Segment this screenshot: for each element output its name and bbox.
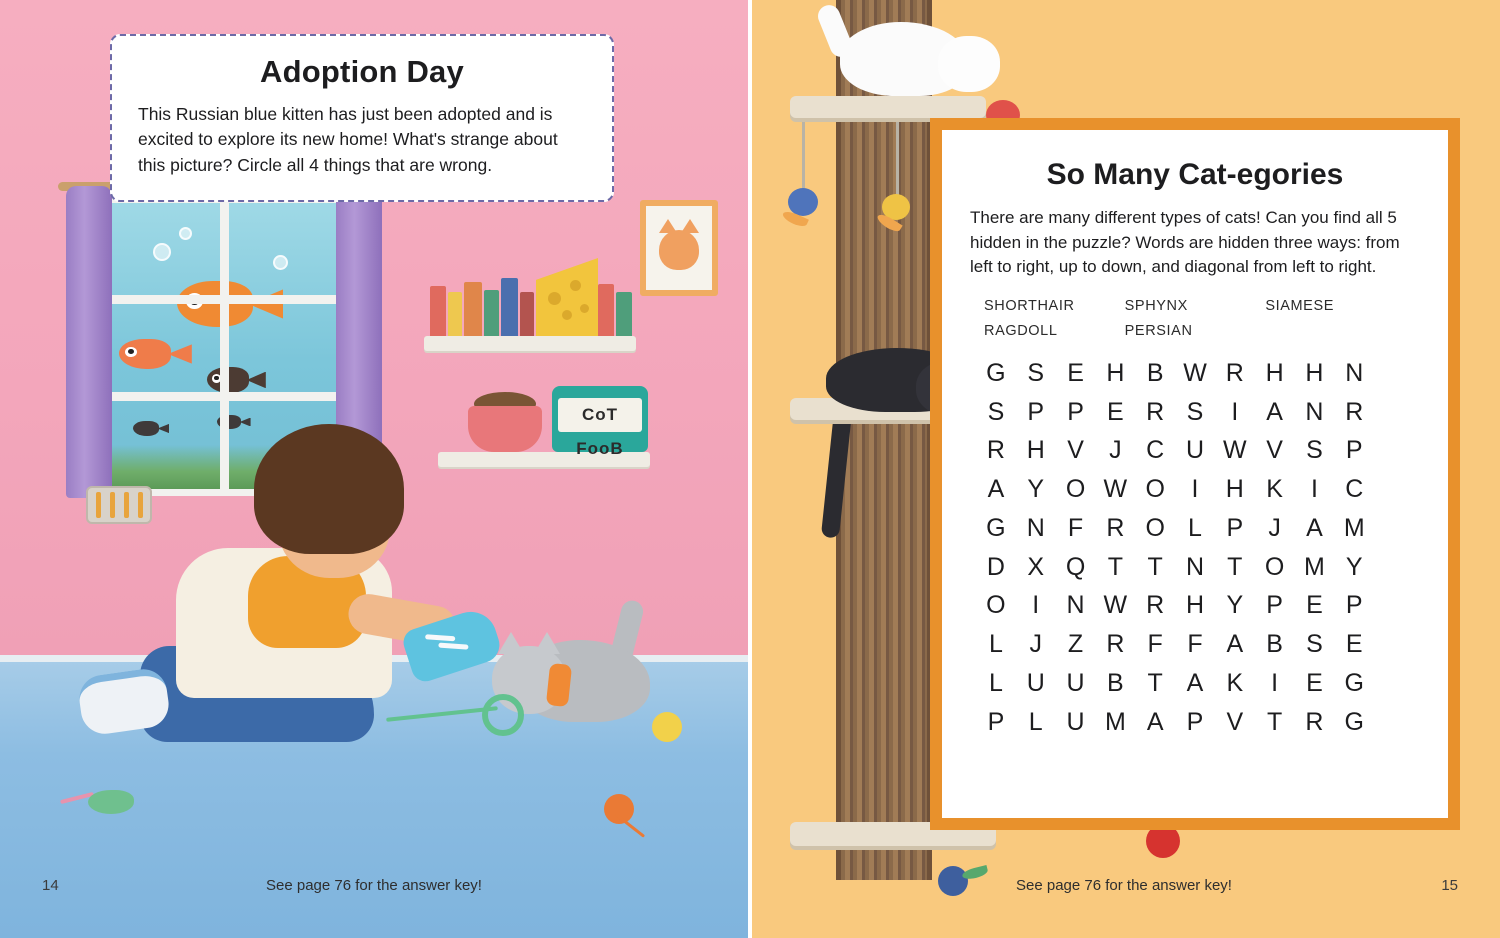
grid-letter: R <box>1146 397 1165 426</box>
grid-letter: A <box>1226 630 1244 659</box>
grid-letter: S <box>1027 358 1045 387</box>
word-list-spacer <box>1265 323 1406 339</box>
grid-spacer <box>1374 591 1414 620</box>
right-page <box>748 0 1500 938</box>
grid-letter: P <box>1186 707 1204 736</box>
grid-letter: H <box>1026 436 1045 465</box>
grid-letter: C <box>1146 436 1165 465</box>
grid-letter: U <box>1066 707 1085 736</box>
book <box>598 284 614 336</box>
grid-letter: P <box>1226 513 1244 542</box>
page-gutter <box>748 0 752 938</box>
grid-letter: G <box>1344 668 1364 697</box>
grid-letter: V <box>1266 436 1283 465</box>
grid-letter: S <box>987 397 1005 426</box>
page-number-left: 14 <box>42 877 59 894</box>
word-list-item: SIAMESE <box>1265 297 1334 314</box>
word-list-item: PERSIAN <box>1124 322 1193 339</box>
instruction-text: This Russian blue kitten has just been adopted and is excited to explore its new home! What's strange about this picture? Circle all 4 things that are wrong. <box>138 104 558 175</box>
word-list-item: SHORTHAIR <box>984 297 1075 314</box>
grid-letter: H <box>1265 358 1284 387</box>
radiator-stripe <box>124 492 129 518</box>
word-list <box>984 298 1406 339</box>
book <box>501 278 518 336</box>
grid-letter: M <box>1343 513 1365 542</box>
grid-letter: N <box>1305 397 1324 426</box>
grid-letter: N <box>1345 358 1364 387</box>
grid-letter: E <box>1067 358 1084 387</box>
grid-letter: T <box>1147 668 1163 697</box>
shelf-top <box>424 336 636 351</box>
yellow-ball <box>652 712 682 742</box>
goldfish-small <box>119 339 171 369</box>
radiator-stripe <box>110 492 115 518</box>
grid-letter: E <box>1306 591 1323 620</box>
white-cat-head <box>938 36 1000 92</box>
grid-letter: G <box>1344 707 1364 736</box>
grid-letter: L <box>1188 513 1202 542</box>
kitten-collar <box>546 663 572 707</box>
grid-letter: Y <box>1027 475 1045 504</box>
fish-eye <box>125 347 136 357</box>
grid-letter: V <box>1226 707 1244 736</box>
grid-letter: R <box>1305 707 1324 736</box>
sneaker-stripe <box>425 634 455 641</box>
grid-letter: O <box>1065 475 1086 504</box>
page-title: Adoption Day <box>260 54 464 89</box>
tiny-fish-1 <box>133 421 159 436</box>
grid-letter: H <box>1106 358 1125 387</box>
word-list-item: SPHYNX <box>1124 297 1188 314</box>
answer-key-note-right: See page 76 for the answer key! <box>1016 877 1232 894</box>
bubble <box>153 243 171 261</box>
grid-letter: V <box>1067 436 1084 465</box>
grid-letter: U <box>1066 668 1085 697</box>
grid-letter: H <box>1225 475 1244 504</box>
grid-letter: R <box>1225 358 1244 387</box>
letter-grid <box>976 359 1414 737</box>
grid-letter: D <box>986 552 1005 581</box>
green-toy-ring <box>482 694 524 736</box>
page-number-right: 15 <box>1441 877 1458 894</box>
grid-letter: M <box>1104 707 1126 736</box>
cat-food-jar-label: CoT FooB <box>558 398 642 432</box>
grid-letter: T <box>1227 552 1243 581</box>
food-bowl <box>468 406 542 452</box>
kitten-ear <box>534 632 560 654</box>
grid-letter: I <box>1231 397 1239 426</box>
grid-letter: W <box>1103 591 1128 620</box>
grid-letter: A <box>1146 707 1164 736</box>
grid-letter: I <box>1191 475 1199 504</box>
grid-letter: W <box>1183 358 1207 387</box>
grid-spacer <box>1374 359 1414 388</box>
grid-letter: Q <box>1065 552 1086 581</box>
grid-letter: M <box>1304 552 1325 581</box>
grid-letter: E <box>1345 630 1363 659</box>
grid-letter: R <box>1106 513 1125 542</box>
goldfish-large <box>177 281 253 327</box>
grid-letter: I <box>1032 591 1040 620</box>
grid-letter: I <box>1271 668 1279 697</box>
grid-letter: A <box>1306 513 1323 542</box>
grid-letter: P <box>1266 591 1283 620</box>
puzzle-instructions: There are many different types of cats! Can you find all 5 hidden in the puzzle? Words are hidden three ways: from left to right, up to down, and diagonal from left to right. <box>970 208 1400 277</box>
grid-letter: X <box>1027 552 1045 581</box>
grid-letter: P <box>1027 397 1045 426</box>
cat-food-jar <box>552 386 648 458</box>
left-page <box>0 0 748 938</box>
grid-letter: A <box>1266 397 1283 426</box>
grid-letter: U <box>1026 668 1045 697</box>
grid-letter: P <box>1345 591 1363 620</box>
grid-letter: B <box>1146 358 1164 387</box>
cat-picture-frame <box>640 200 718 296</box>
grid-letter: H <box>1305 358 1324 387</box>
boy-hair <box>254 424 404 554</box>
grid-letter: E <box>1107 397 1124 426</box>
grid-letter: G <box>986 513 1006 542</box>
grid-letter: W <box>1103 475 1128 504</box>
grid-letter: R <box>1146 591 1165 620</box>
grid-letter: N <box>1026 513 1045 542</box>
grid-letter: H <box>1185 591 1205 620</box>
grid-letter: S <box>1306 436 1323 465</box>
grid-spacer <box>1374 514 1414 543</box>
radiator-stripe <box>96 492 101 518</box>
instruction-callout <box>110 34 614 202</box>
grid-letter: O <box>1145 475 1165 504</box>
grid-spacer <box>1374 669 1414 698</box>
grid-letter: A <box>1186 668 1204 697</box>
window-mullion-vertical <box>220 203 229 489</box>
framed-cat-icon <box>659 230 699 270</box>
grid-letter: N <box>1185 552 1205 581</box>
grid-letter: B <box>1266 630 1283 659</box>
grid-letter: J <box>1029 630 1042 659</box>
grid-letter: L <box>1028 707 1043 736</box>
puzzle-title: So Many Cat-egories <box>1046 158 1344 191</box>
grid-letter: J <box>1109 436 1122 465</box>
grid-spacer <box>1374 630 1414 659</box>
grid-letter: U <box>1185 436 1205 465</box>
grid-letter: Y <box>1345 552 1363 581</box>
grid-letter: Z <box>1067 630 1084 659</box>
book <box>430 286 446 336</box>
grid-letter: K <box>1266 475 1283 504</box>
window-mullion-horizontal <box>95 392 353 401</box>
grid-letter: A <box>987 475 1005 504</box>
cheese-hole <box>562 310 572 320</box>
grid-spacer <box>1374 475 1414 504</box>
grid-letter: S <box>1306 630 1323 659</box>
grid-letter: N <box>1066 591 1085 620</box>
grid-letter: R <box>1345 397 1364 426</box>
mouse-toy <box>88 790 134 814</box>
toy-hanging-string <box>802 118 805 190</box>
grid-letter: B <box>1107 668 1124 697</box>
grid-spacer <box>1374 436 1414 465</box>
cheese-hole <box>580 304 589 313</box>
grid-letter: O <box>1264 552 1285 581</box>
book <box>464 282 482 336</box>
cheese-hole <box>570 280 581 291</box>
bubble <box>273 255 288 270</box>
book <box>484 290 499 336</box>
grid-letter: L <box>988 630 1003 659</box>
post-shelf-top <box>790 96 986 118</box>
bubble <box>179 227 192 240</box>
scratching-post <box>836 0 932 880</box>
grid-letter: P <box>987 707 1005 736</box>
grid-letter: T <box>1266 707 1283 736</box>
grid-letter: F <box>1187 630 1203 659</box>
grid-letter: G <box>986 358 1006 387</box>
grid-letter: E <box>1306 668 1323 697</box>
window-mullion-horizontal <box>95 295 353 304</box>
grid-letter: W <box>1223 436 1247 465</box>
grid-letter: S <box>1186 397 1204 426</box>
grid-letter: R <box>1106 630 1125 659</box>
grid-letter: C <box>1345 475 1364 504</box>
book <box>520 292 534 336</box>
book <box>448 292 462 336</box>
word-list-item: RAGDOLL <box>984 322 1058 339</box>
grid-spacer <box>1374 708 1414 737</box>
grid-letter: T <box>1147 552 1163 581</box>
grid-letter: I <box>1310 475 1318 504</box>
radiator <box>86 486 152 524</box>
book <box>616 292 632 336</box>
radiator-stripe <box>138 492 143 518</box>
grid-letter: T <box>1107 552 1123 581</box>
answer-key-note-left: See page 76 for the answer key! <box>266 877 482 894</box>
cheese-hole <box>548 292 561 305</box>
grid-letter: P <box>1067 397 1084 426</box>
curtain-left <box>66 186 112 498</box>
grid-letter: F <box>1067 513 1084 542</box>
grid-letter: O <box>1145 513 1165 542</box>
grid-letter: K <box>1226 668 1244 697</box>
kitten-ear <box>498 632 524 654</box>
grid-letter: J <box>1268 513 1281 542</box>
grid-letter: P <box>1345 436 1363 465</box>
sneaker-stripe <box>438 643 468 650</box>
grid-letter: L <box>988 668 1003 697</box>
toy-hanging-string <box>896 118 899 196</box>
grid-letter: O <box>986 591 1006 620</box>
grid-letter: R <box>986 436 1005 465</box>
word-search-card <box>930 118 1460 830</box>
grid-spacer <box>1374 398 1414 427</box>
grid-letter: Y <box>1226 591 1244 620</box>
grid-letter: F <box>1147 630 1163 659</box>
grid-spacer <box>1374 553 1414 582</box>
